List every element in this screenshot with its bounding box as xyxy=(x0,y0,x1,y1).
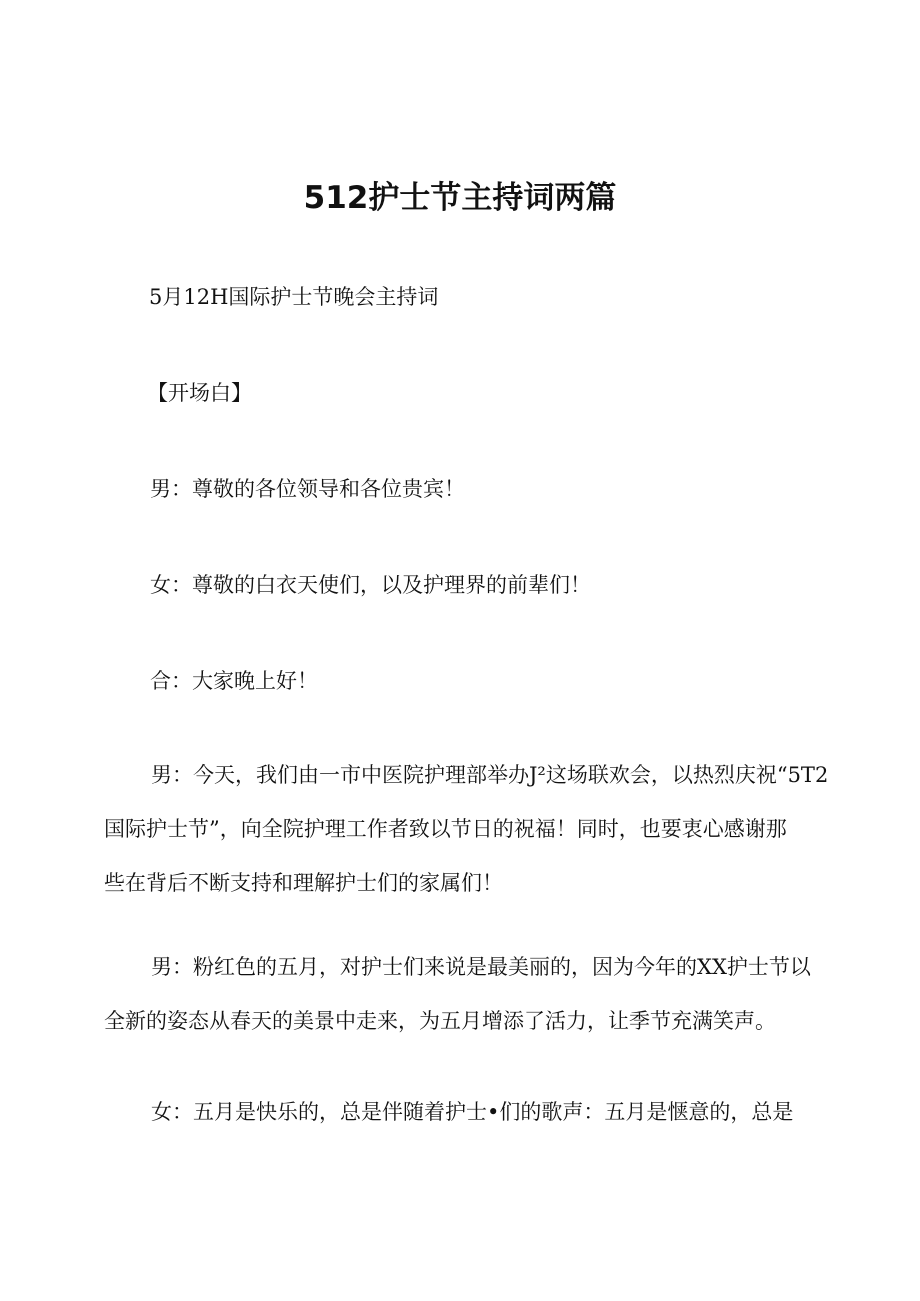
paragraph-male-may xyxy=(104,940,811,1048)
dialogue-line-together-greeting: 合：大家晚上好！ xyxy=(150,669,318,693)
subtitle: 5月12H国际护士节晚会主持词 xyxy=(149,285,439,309)
dialogue-line-female-greeting: 女：尊敬的白衣天使们，以及护理界的前辈们！ xyxy=(150,573,591,597)
paragraph-line: 男：粉红色的五月，对护士们来说是最美丽的，因为今年的XX护士节以 xyxy=(151,955,811,979)
paragraph-male-intro xyxy=(104,748,829,910)
paragraph-line: 全新的姿态从春天的美景中走来，为五月增添了活力，让季节充满笑声。 xyxy=(104,1009,776,1033)
document-title: 512护士节主持词两篇 xyxy=(303,180,617,216)
paragraph-line: 女：五月是快乐的，总是伴随着护士•们的歌声：五月是惬意的，总是 xyxy=(151,1100,794,1124)
paragraph-line: 国际护士节”，向全院护理工作者致以节日的祝福！同时，也要衷心感谢那 xyxy=(104,817,787,841)
paragraph-line: 些在背后不断支持和理解护士们的家属们！ xyxy=(104,871,503,895)
paragraph-female-may xyxy=(104,1085,804,1139)
section-heading: 【开场白】 xyxy=(147,381,252,405)
dialogue-line-male-greeting: 男：尊敬的各位领导和各位贵宾！ xyxy=(150,477,465,501)
paragraph-line: 男：今天，我们由一市中医院护理部举办J²这场联欢会，以热烈庆祝“5T2 xyxy=(151,763,829,787)
